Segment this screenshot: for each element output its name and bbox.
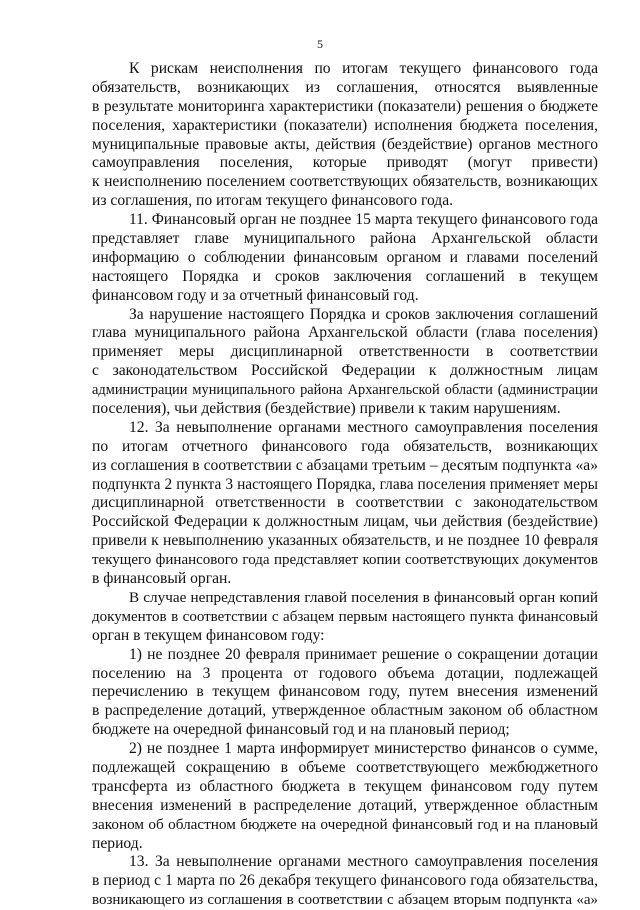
text-line: 11. Финансовый орган не позднее 15 марта текущего финансового года xyxy=(129,211,598,229)
text-line: Российской Федерации к должностным лицам, чьи действия (бездействие) xyxy=(92,513,598,531)
text-line: муниципальные правовые акты, действия (бездействие) органов местного xyxy=(92,135,598,153)
text-line: дисциплинарной ответственности в соответствии с законодательством xyxy=(92,494,598,512)
text-line: документов в соответствии с абзацем первым настоящего пункта финансовый xyxy=(92,608,598,625)
text-line: внесения изменений в распределение дотаций, утвержденное областным xyxy=(92,796,598,814)
text-line: 1) не позднее 20 февраля принимает решение о сокращении дотации xyxy=(129,645,598,663)
text-line: перечислению в текущем финансовом году, путем внесения изменений xyxy=(92,683,598,701)
text-line: поселения, характеристики (показатели) исполнения бюджета поселения, xyxy=(92,116,598,134)
text-line: возникающего из соглашения в соответствии с абзацем вторым подпункта «а» xyxy=(92,892,598,909)
text-line: текущего финансового года представляет копии соответствующих документов xyxy=(92,552,598,569)
text-line: поселению на 3 процента от годового объема дотации, подлежащей xyxy=(92,664,598,682)
text-line: подпункта 2 пункта 3 настоящего Порядка, глава поселения применяет меры xyxy=(92,475,598,493)
document-body xyxy=(92,60,598,910)
text-line: самоуправления поселения, которые приводят (могут привести) xyxy=(92,154,598,172)
text-line: в результате мониторинга характеристики (показатели) решения о бюджете xyxy=(92,97,598,115)
text-line: За нарушение настоящего Порядка и сроков заключения соглашений xyxy=(129,305,598,323)
text-line: обязательств, возникающих из соглашения, относятся выявленные xyxy=(92,78,598,96)
text-line: в период с 1 марта по 26 декабря текущего финансового года обязательства, xyxy=(92,872,598,890)
page-number: 5 xyxy=(317,37,323,51)
text-line: 2) не позднее 1 марта информирует министерство финансов о сумме, xyxy=(129,740,598,758)
text-line: орган в текущем финансовом году: xyxy=(92,626,325,644)
text-line: К рискам неисполнения по итогам текущего финансового года xyxy=(129,60,598,77)
text-line: по итогам отчетного финансового года обязательств, возникающих xyxy=(92,437,598,455)
text-line: информацию о соблюдении финансовым органом и главами поселений xyxy=(92,248,598,266)
text-line: бюджете на очередной финансовый год и на плановый период; xyxy=(92,721,510,739)
text-line: трансферта из областного бюджета в текущем финансовом году путем xyxy=(92,777,598,795)
text-line: к неисполнению поселением соответствующих обязательств, возникающих xyxy=(92,173,598,191)
text-line: администрации муниципального района Архангельской области (администрации xyxy=(92,382,598,399)
text-line: глава муниципального района Архангельской области (глава поселения) xyxy=(92,324,598,342)
text-line: поселения), чьи действия (бездействие) привели к таким нарушениям. xyxy=(92,400,561,418)
text-line: из соглашения в соответствии с абзацами третьим – десятым подпункта «а» xyxy=(92,456,598,474)
text-line: финансовом году и за отчетный финансовый год. xyxy=(92,286,419,304)
text-line: в финансовый орган. xyxy=(92,570,232,588)
text-line: период. xyxy=(92,834,143,852)
text-line: применяет меры дисциплинарной ответственности в соответствии xyxy=(92,343,598,361)
text-line: из соглашения, по итогам текущего финансового года. xyxy=(92,192,454,210)
text-line: подлежащей сокращению в объеме соответствующего межбюджетного xyxy=(92,758,598,776)
text-line: представляет главе муниципального района Архангельской области xyxy=(92,230,598,248)
text-line: законом об областном бюджете на очередной финансовый год и на плановый xyxy=(92,815,598,833)
text-line: 13. За невыполнение органами местного самоуправления поселения xyxy=(129,853,598,871)
text-line: В случае непредставления главой поселения в финансовый орган копий xyxy=(129,588,598,606)
text-line: с законодательством Российской Федерации к должностным лицам xyxy=(92,362,598,380)
text-line: 12. За невыполнение органами местного самоуправления поселения xyxy=(129,418,598,436)
text-line: в распределение дотаций, утвержденное областным законом об областном xyxy=(92,702,598,720)
text-line: привели к невыполнению указанных обязательств, и не позднее 10 февраля xyxy=(92,532,598,550)
text-line: настоящего Порядка и сроков заключения соглашений в текущем xyxy=(92,267,598,285)
